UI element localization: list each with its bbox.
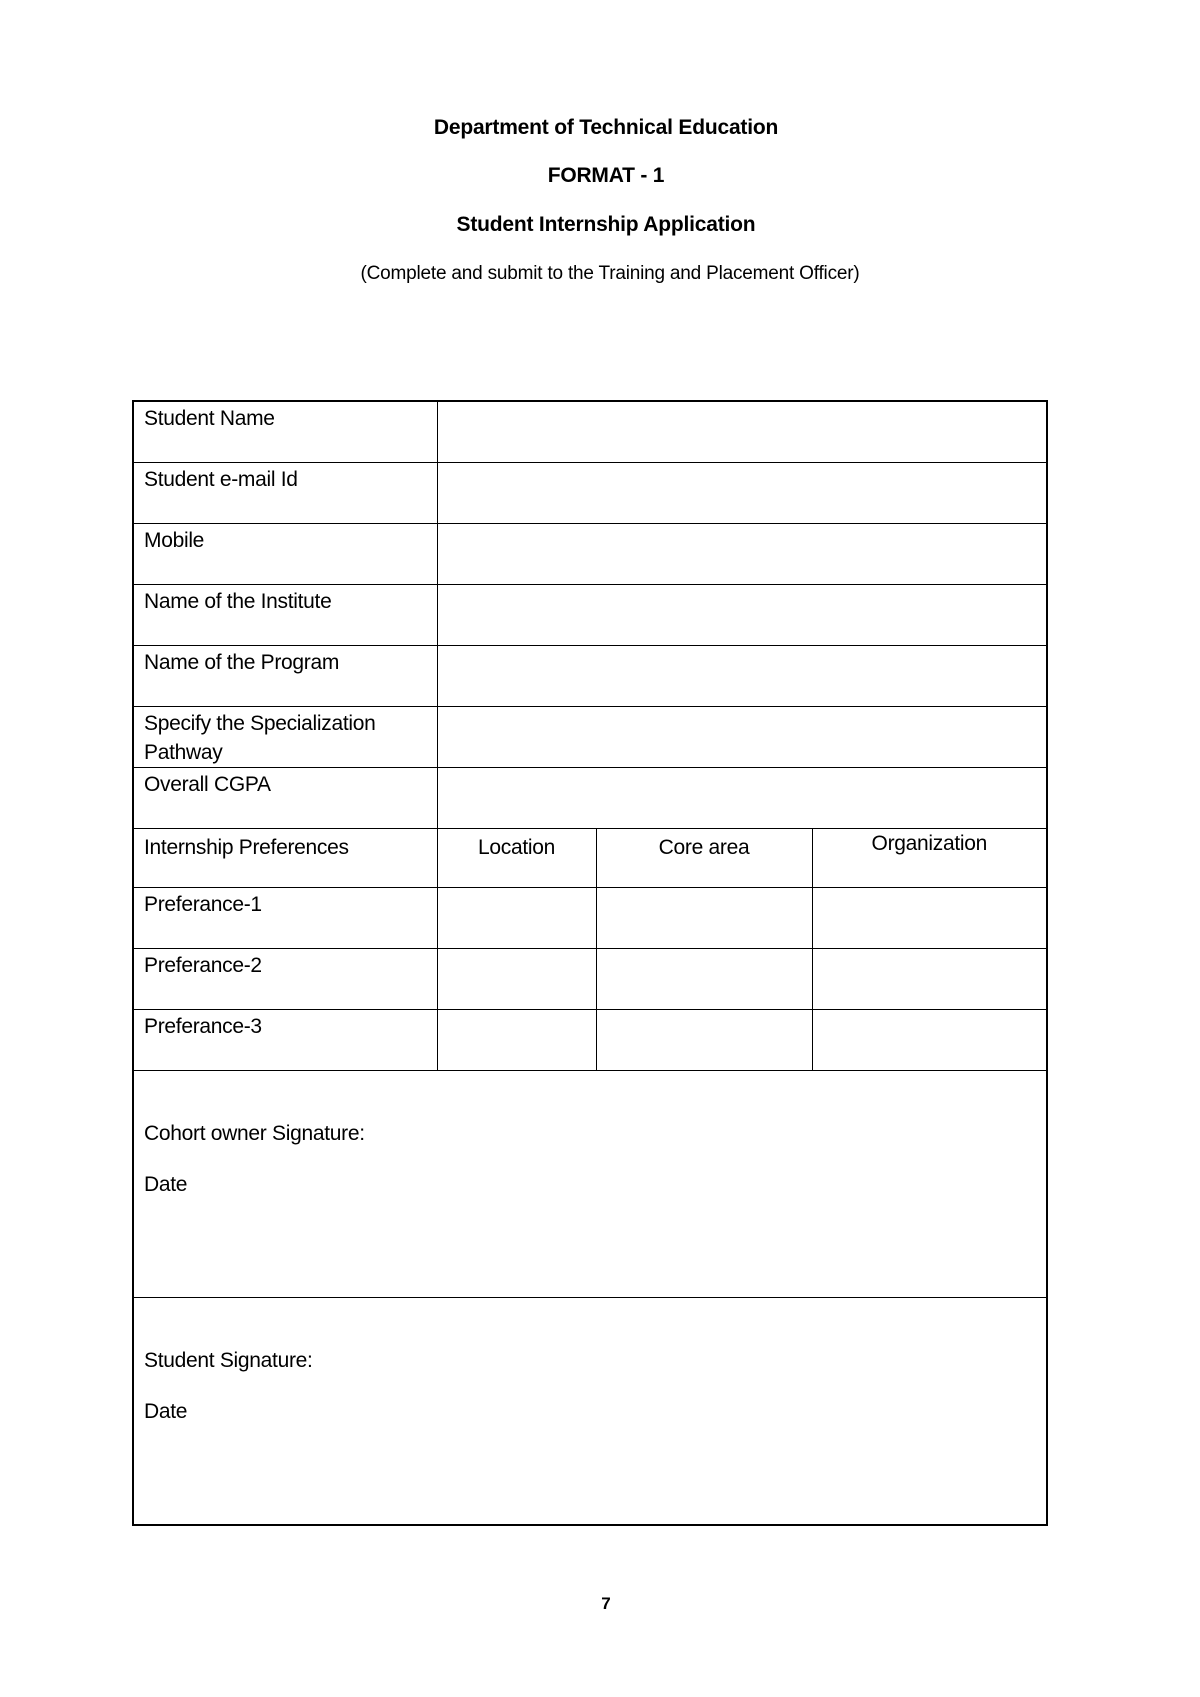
form-instructions: (Complete and submit to the Training and Placement Officer) [360,263,860,284]
field-label: Name of the Program [133,646,437,707]
organization-column-header: Organization [812,829,1047,888]
student-signature-label: Student Signature: [144,1349,313,1372]
mobile-field[interactable] [437,524,1047,585]
preference-3-location-field[interactable] [437,1010,596,1071]
specialization-field[interactable] [437,707,1047,768]
internship-application-table [132,400,1048,1526]
field-row-institute [133,585,1047,646]
preferences-header-row [133,829,1047,888]
department-heading: Department of Technical Education [433,116,779,139]
cohort-date-label: Date [144,1173,188,1196]
field-label: Overall CGPA [133,768,437,829]
preference-row [133,1010,1047,1071]
student-name-field[interactable] [437,401,1047,463]
field-label: Mobile [133,524,437,585]
preference-2-organization-field[interactable] [812,949,1047,1010]
cohort-owner-signature-box[interactable] [133,1071,1047,1298]
field-label: Specify the Specialization Pathway [133,707,437,768]
student-signature-row [133,1298,1047,1526]
preference-row [133,949,1047,1010]
preference-label: Preferance-2 [133,949,437,1010]
preference-3-organization-field[interactable] [812,1010,1047,1071]
preference-label: Preferance-1 [133,888,437,949]
field-label: Student e-mail Id [133,463,437,524]
location-column-header: Location [437,829,596,888]
field-row-mobile [133,524,1047,585]
format-heading: FORMAT - 1 [547,164,665,187]
preference-1-core-area-field[interactable] [596,888,812,949]
preference-row [133,888,1047,949]
preference-1-organization-field[interactable] [812,888,1047,949]
cohort-owner-signature-row [133,1071,1047,1298]
field-row-student-email [133,463,1047,524]
field-row-student-name [133,401,1047,463]
form-title: Student Internship Application [456,213,756,236]
preference-3-core-area-field[interactable] [596,1010,812,1071]
student-date-label: Date [144,1400,188,1423]
program-field[interactable] [437,646,1047,707]
preference-2-location-field[interactable] [437,949,596,1010]
field-label: Student Name [133,401,437,463]
preference-2-core-area-field[interactable] [596,949,812,1010]
field-row-specialization [133,707,1047,768]
field-row-program [133,646,1047,707]
page-number: 7 [601,1594,611,1613]
institute-field[interactable] [437,585,1047,646]
preference-label: Preferance-3 [133,1010,437,1071]
student-email-field[interactable] [437,463,1047,524]
field-label: Name of the Institute [133,585,437,646]
cohort-owner-signature-label: Cohort owner Signature: [144,1122,365,1145]
student-signature-box[interactable] [133,1298,1047,1526]
field-row-cgpa [133,768,1047,829]
core-area-column-header: Core area [596,829,812,888]
cgpa-field[interactable] [437,768,1047,829]
preference-1-location-field[interactable] [437,888,596,949]
preferences-heading: Internship Preferences [133,829,437,888]
